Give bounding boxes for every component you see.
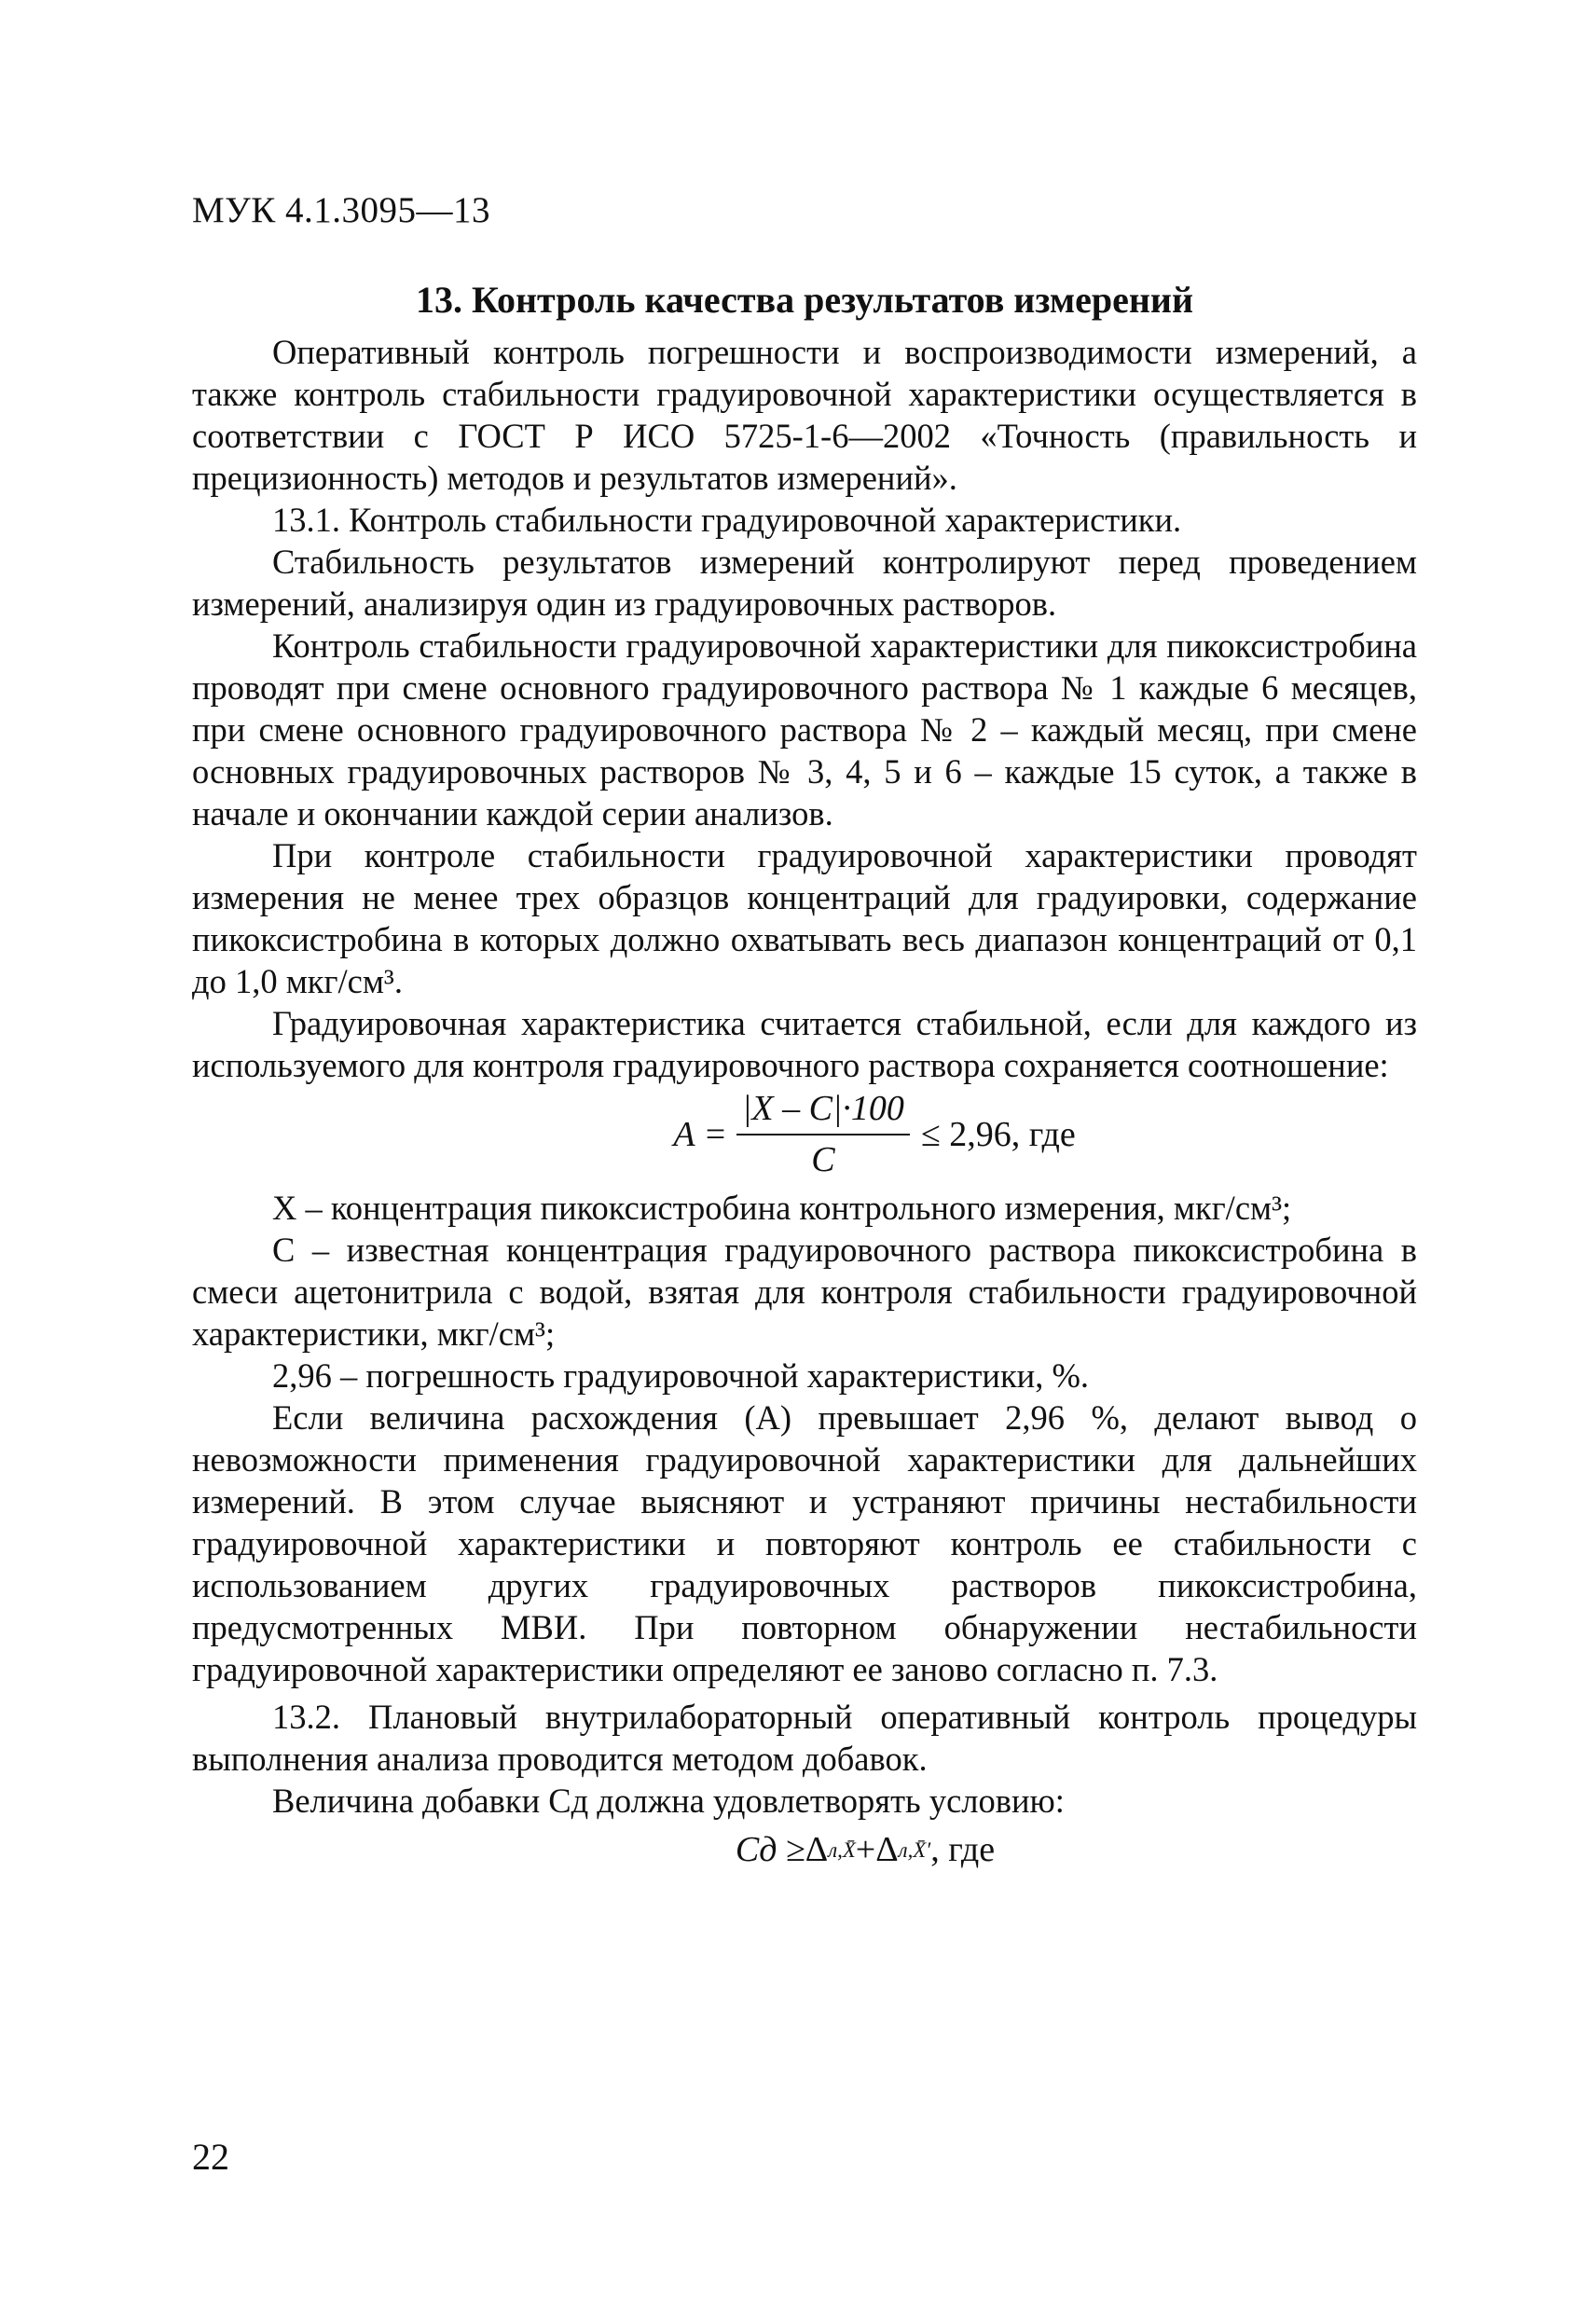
formula-lhs: A =: [673, 1114, 727, 1154]
definition-c: C – известная концентрация градуировочного раствора пикоксистробина в смеси ацетонитрила с водой, взятая для контроля стабильности градуировочной характеристики, мкг/см³;: [192, 1231, 1417, 1353]
document-body: [192, 331, 1417, 1871]
paragraph-stability: Стабильность результатов измерений контролируют перед проведением измерений, анализируя один из градуировочных растворов.: [192, 543, 1417, 623]
formula-numerator: |X – C|·100: [736, 1088, 910, 1135]
document-header: МУК 4.1.3095—13: [192, 190, 491, 230]
paragraph-measurements: При контроле стабильности градуировочной характеристики проводят измерения не менее трех образцов концентраций для градуировки, содержание пикоксистробина в которых должно охватывать весь диапазон концентраций от 0,1 до 1,0 мкг/см³.: [192, 836, 1417, 1000]
formula2-delta1: Δ: [805, 1830, 829, 1869]
formula-denominator: C: [811, 1140, 835, 1179]
paragraph-intro: Оперативный контроль погрешности и воспроизводимости измерений, а также контроль стабильности градуировочной характеристики осуществляется в соответствии с ГОСТ Р ИСО 5725-1-6—2002 «Точность (правильность и прецизионность) методов и результатов измерений».: [192, 333, 1417, 497]
formula-addition: [192, 1829, 1417, 1871]
paragraph-control-schedule: Контроль стабильности градуировочной характеристики для пикоксистробина проводят при смене основного градуировочного раствора № 1 каждые 6 месяцев, при смене основного градуировочного раствора № 2 – каждый месяц, при смене основных градуировочных растворов № 3, 4, 5 и 6 – каждые 15 суток, а также в начале и окончании каждой серии анализов.: [192, 626, 1417, 833]
formula2-delta2-sub: л,X̄′: [898, 1838, 931, 1862]
paragraph-divergence: Если величина расхождения (A) превышает 2,96 %, делают вывод о невозможности применения градуировочной характеристики для дальнейших измерений. В этом случае выясняют и устраняют причины нестабильности градуировочной характеристики и повторяют контроль ее стабильности с использованием других градуировочных растворов пикоксистробина, предусмотренных МВИ. При повторном обнаружении нестабильности градуировочной характеристики определяют ее заново согласно п. 7.3.: [192, 1398, 1417, 1688]
definition-x: X – концентрация пикоксистробина контрольного измерения, мкг/см³;: [272, 1189, 1292, 1227]
paragraph-addition: Величина добавки Cд должна удовлетворять условию:: [272, 1782, 1065, 1820]
formula2-tail: , где: [930, 1830, 996, 1869]
paragraph-ratio: Градуировочная характеристика считается стабильной, если для каждого из используемого для контроля градуировочного раствора сохраняется соотношение:: [192, 1004, 1417, 1084]
formula-fraction: [736, 1088, 910, 1181]
formula-stability: [192, 1088, 1417, 1181]
paragraph-subsection-13-2: 13.2. Плановый внутрилабораторный оперативный контроль процедуры выполнения анализа проводится методом добавок.: [192, 1698, 1417, 1778]
formula2-lhs: Cд ≥: [735, 1830, 805, 1869]
paragraph-subsection-13-1: 13.1. Контроль стабильности градуировочной характеристики.: [272, 501, 1182, 539]
formula2-plus: +: [855, 1830, 876, 1869]
definition-error: 2,96 – погрешность градуировочной характеристики, %.: [272, 1356, 1089, 1395]
formula2-delta2: Δ: [875, 1830, 899, 1869]
section-title: 13. Контроль качества результатов измерений: [416, 279, 1193, 321]
page-number: 22: [192, 2136, 229, 2178]
formula2-delta1-sub: л,X̄: [828, 1838, 856, 1862]
formula-rhs: ≤ 2,96, где: [920, 1114, 1076, 1154]
